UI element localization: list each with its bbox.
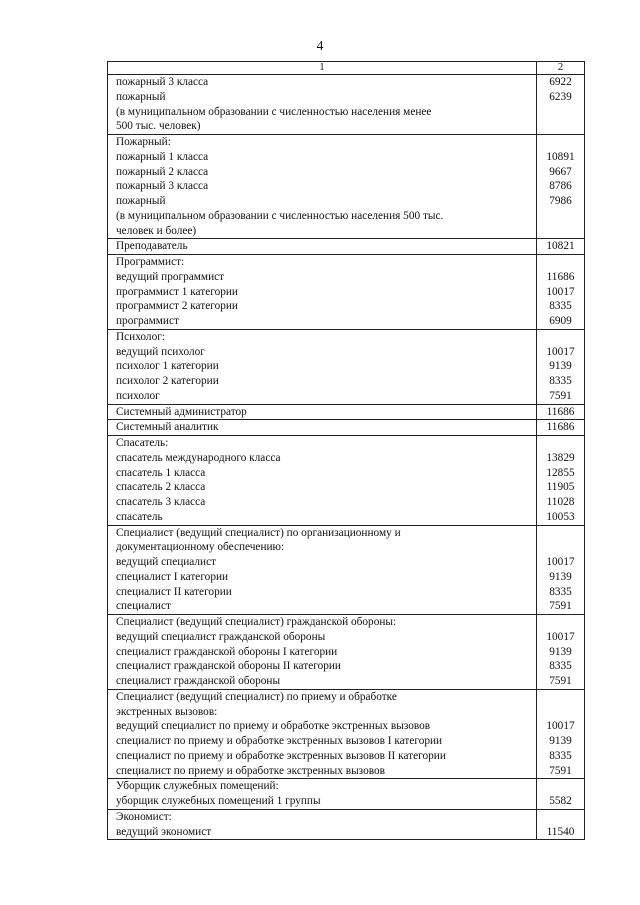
salary-value: 10017 [546, 630, 575, 643]
position-cell [108, 779, 537, 810]
position-cell [108, 689, 537, 779]
header-col-1: 1 [108, 62, 537, 75]
salary-cell [537, 689, 585, 779]
salary-value: 10017 [546, 556, 575, 568]
position-name: Специалист (ведущий специалист) гражданской обороны: [116, 616, 397, 628]
salary-cell [537, 404, 585, 420]
salary-value: 9667 [549, 165, 572, 178]
salary-value [537, 105, 584, 120]
salary-table [107, 61, 585, 840]
salary-value: 6909 [549, 315, 572, 327]
position-name: Уборщик служебных помещений: [116, 780, 279, 793]
salary-value: 10821 [546, 240, 575, 253]
position-name: специалист I категории [116, 570, 229, 583]
position-cell [108, 239, 537, 255]
position-name: Специалист (ведущий специалист) по организационному и [116, 526, 401, 539]
position-name: 500 тыс. человек) [116, 120, 201, 133]
position-cell [108, 404, 537, 420]
salary-value [537, 209, 584, 224]
page-number: 4 [316, 38, 324, 53]
position-name: специалист гражданской обороны II категории [116, 660, 341, 673]
salary-cell [537, 779, 585, 810]
position-cell [108, 135, 537, 239]
salary-value: 9139 [549, 735, 572, 747]
salary-cell [537, 615, 585, 690]
salary-value: 9139 [549, 645, 572, 658]
salary-value: 11540 [546, 825, 575, 838]
table-row [108, 75, 585, 135]
position-name: (в муниципальном образовании с численностью населения менее [116, 105, 432, 118]
position-name: специалист гражданской обороны I категории [116, 645, 338, 658]
position-name: психолог [116, 389, 160, 402]
header-col-2: 2 [537, 62, 585, 75]
salary-value: 10053 [546, 510, 575, 523]
position-cell [108, 809, 537, 840]
position-name: специалист по приему и обработке экстренных вызовов [116, 764, 385, 777]
position-name: Пожарный: [116, 136, 171, 148]
position-name: программист [116, 315, 179, 327]
position-name: пожарный 3 класса [116, 180, 209, 193]
position-cell [108, 615, 537, 690]
position-name: ведущий программист [116, 270, 225, 283]
position-name: ведущий специалист гражданской обороны [116, 630, 326, 643]
position-cell [108, 329, 537, 404]
position-name: Системный аналитик [116, 421, 219, 434]
position-name: документационному обеспечению: [116, 541, 285, 554]
table-row [108, 779, 585, 810]
position-name: спасатель [116, 510, 163, 523]
salary-cell [537, 255, 585, 330]
salary-value: 11686 [546, 405, 575, 418]
salary-value: 11686 [546, 270, 575, 283]
position-name: экстренных вызовов: [116, 705, 218, 718]
table-row [108, 404, 585, 420]
position-name: Психолог: [116, 330, 165, 343]
position-name: пожарный 3 класса [116, 76, 209, 88]
position-name: пожарный [116, 195, 166, 207]
salary-cell [537, 420, 585, 436]
position-name: пожарный 2 класса [116, 165, 209, 178]
salary-value [537, 779, 584, 794]
position-cell [108, 75, 537, 135]
header-row [108, 62, 585, 75]
table-row [108, 525, 585, 615]
salary-value [537, 810, 584, 825]
salary-value: 7591 [549, 675, 572, 687]
table-row [108, 615, 585, 690]
position-name: Экономист: [116, 810, 172, 823]
salary-value [537, 690, 584, 705]
position-name: программист 1 категории [116, 285, 238, 298]
table-row [108, 809, 585, 840]
salary-cell [537, 436, 585, 526]
salary-value: 10017 [546, 345, 575, 358]
salary-value: 9139 [549, 360, 572, 373]
position-name: ведущий психолог [116, 345, 205, 358]
position-name: Спасатель: [116, 437, 169, 449]
position-name: ведущий специалист по приему и обработке экстренных вызовов [116, 720, 431, 733]
salary-value: 8335 [549, 749, 572, 762]
salary-value: 11686 [546, 421, 575, 434]
position-name: Программист: [116, 256, 185, 268]
salary-value: 9139 [549, 570, 572, 583]
salary-value: 7591 [549, 389, 572, 402]
salary-value: 8335 [549, 585, 572, 598]
position-name: программист 2 категории [116, 300, 238, 313]
position-name: Системный администратор [116, 405, 247, 418]
position-name: специалист II категории [116, 585, 232, 598]
salary-value [537, 224, 584, 239]
salary-cell [537, 135, 585, 239]
salary-value: 11905 [546, 481, 575, 494]
salary-value: 7591 [549, 764, 572, 777]
position-name: спасатель 3 класса [116, 496, 206, 508]
salary-value: 6922 [549, 76, 572, 88]
position-name: пожарный 1 класса [116, 150, 209, 163]
salary-cell [537, 809, 585, 840]
salary-value: 10017 [546, 720, 575, 733]
position-cell [108, 436, 537, 526]
table-row [108, 135, 585, 239]
position-name: специалист [116, 600, 171, 613]
position-name: (в муниципальном образовании с численностью населения 500 тыс. [116, 209, 444, 222]
table-row [108, 420, 585, 436]
salary-value: 10017 [546, 285, 575, 298]
salary-value [537, 615, 584, 630]
salary-value: 5582 [549, 795, 572, 807]
salary-value: 8786 [549, 180, 572, 193]
salary-value: 10891 [546, 150, 575, 163]
position-name: спасатель 1 класса [116, 466, 206, 479]
salary-cell [537, 75, 585, 135]
salary-value [537, 540, 584, 555]
table-row [108, 329, 585, 404]
table-row [108, 255, 585, 330]
table-row [108, 689, 585, 779]
position-name: специалист гражданской обороны [116, 675, 281, 687]
salary-value: 8335 [549, 300, 572, 313]
salary-value [537, 705, 584, 720]
position-name: специалист по приему и обработке экстренных вызовов I категории [116, 735, 443, 747]
table-row [108, 436, 585, 526]
table-body [108, 75, 585, 840]
position-name: спасатель международного класса [116, 451, 281, 464]
salary-value: 12855 [546, 466, 575, 479]
position-cell [108, 525, 537, 615]
salary-cell [537, 329, 585, 404]
salary-value [537, 135, 584, 150]
position-name: ведущий специалист [116, 556, 217, 568]
position-name: человек и более) [116, 224, 197, 237]
position-name: Специалист (ведущий специалист) по приему и обработке [116, 690, 397, 703]
salary-value: 8335 [549, 660, 572, 673]
salary-value [537, 255, 584, 270]
salary-value [537, 526, 584, 541]
salary-value: 7591 [549, 600, 572, 613]
salary-value [537, 436, 584, 451]
salary-value: 6239 [549, 90, 572, 103]
position-cell [108, 255, 537, 330]
salary-value [537, 330, 584, 345]
salary-cell [537, 525, 585, 615]
salary-value: 7986 [549, 195, 572, 207]
position-name: ведущий экономист [116, 825, 212, 838]
salary-value [537, 119, 584, 134]
position-name: Преподаватель [116, 240, 188, 253]
position-name: психолог 1 категории [116, 360, 219, 373]
position-name: уборщик служебных помещений 1 группы [116, 795, 321, 807]
table-row [108, 239, 585, 255]
salary-value: 11028 [546, 496, 575, 508]
salary-value: 13829 [546, 451, 575, 464]
position-cell [108, 420, 537, 436]
salary-cell [537, 239, 585, 255]
salary-value: 8335 [549, 375, 572, 387]
position-name: пожарный [116, 90, 166, 103]
position-name: психолог 2 категории [116, 375, 219, 387]
position-name: специалист по приему и обработке экстренных вызовов II категории [116, 749, 446, 762]
position-name: спасатель 2 класса [116, 481, 206, 494]
